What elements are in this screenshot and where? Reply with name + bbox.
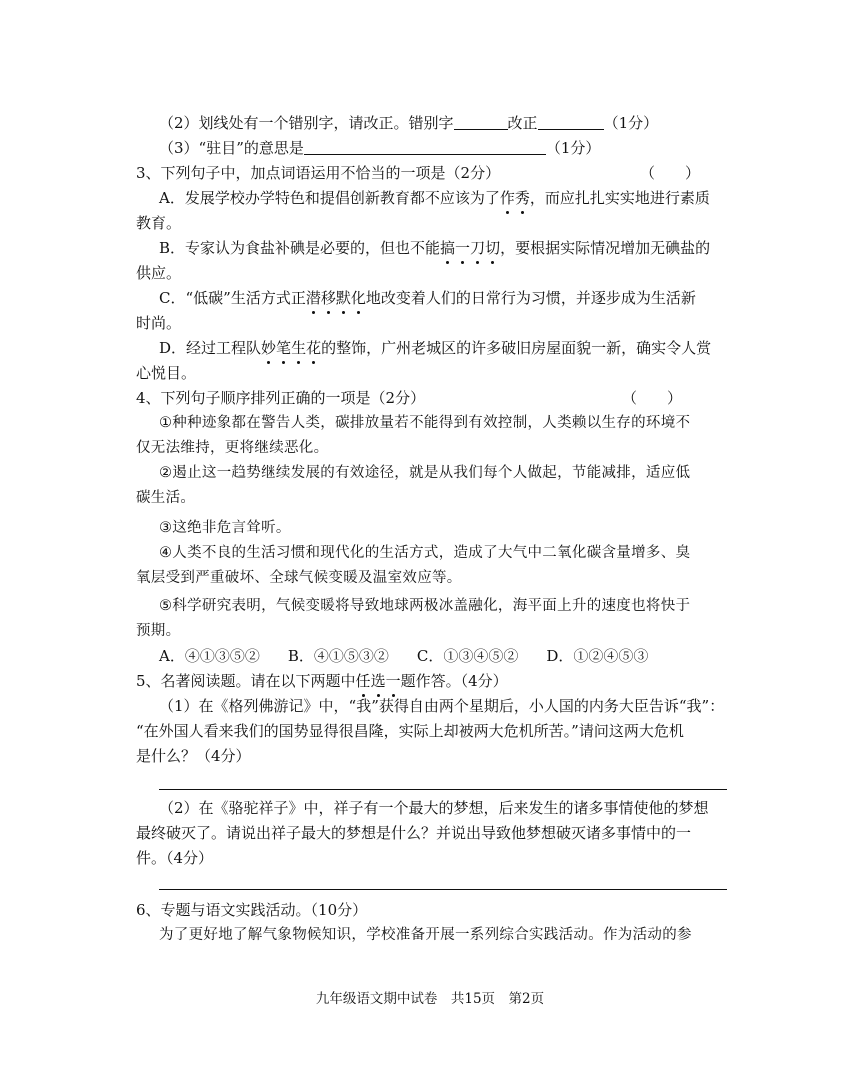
dotted-word bbox=[500, 189, 530, 207]
q4-option-c: C．①③④⑤② bbox=[416, 647, 519, 665]
q5-part1-line2: “在外国人看来我们的国势显得很昌隆，实际上却被两大危机所苦。”请问这两大危机 bbox=[136, 722, 684, 740]
q3-stem: 3、下列句子中，加点词语运用不恰当的一项是（2分） bbox=[136, 164, 501, 182]
q3-option-c: C．“低碳”生活方式正潜移默化地改变着人们的日常行为习惯，并逐步成为生活新 bbox=[159, 286, 736, 311]
q5-part2-answer-line[interactable] bbox=[159, 889, 727, 890]
q5-part2-line3: 件。（4分） bbox=[136, 849, 214, 867]
q2-part2: （2）划线处有一个错别字，请改正。错别字 改正 （1分） bbox=[159, 114, 659, 132]
emphasis-dot-char: 默 bbox=[336, 286, 351, 311]
q6-stem: 6、专题与语文实践活动。（10分） bbox=[136, 901, 368, 919]
emphasis-dot-char: 笔 bbox=[276, 336, 291, 361]
q4-sentence-5: ⑤科学研究表明，气候变暖将导致地球两极冰盖融化，海平面上升的速度也将快于 bbox=[159, 598, 691, 614]
emphasis-dot-char: 一 bbox=[386, 669, 401, 694]
emphasis-dot-char: 秀 bbox=[515, 186, 530, 211]
q4-option-b: B．④①⑤③② bbox=[287, 647, 389, 665]
emphasis-dot-char: 任 bbox=[356, 669, 371, 694]
q4-option-d: D．①②④⑤③ bbox=[546, 647, 649, 665]
q4-answer-paren[interactable]: （ ） bbox=[622, 389, 683, 407]
q5-part1-line1: （1）在《格列佛游记》中，“我”获得自由两个星期后，小人国的内务大臣告诉“我”： bbox=[159, 697, 725, 715]
q4-sentence-1: ①种种迹象都在警告人类，碳排放量若不能得到有效控制，人类赖以生存的环境不 bbox=[159, 415, 691, 431]
q4-sentence-3: ③这绝非危言耸听。 bbox=[159, 520, 291, 536]
q4-sentence-4: ④人类不良的生活习惯和现代化的生活方式，造成了大气中二氧化碳含量增多、臭 bbox=[159, 545, 691, 561]
q2-part3: （3）“驻目”的意思是 （1分） bbox=[159, 139, 601, 157]
emphasis-dot-char: 刀 bbox=[470, 236, 485, 261]
page-footer: 九年级语文期中试卷 共15页 第2页 bbox=[315, 991, 545, 1007]
q4-sentence-1-cont: 仅无法维持，更将继续恶化。 bbox=[136, 440, 329, 456]
q4-sentence-5-cont: 预期。 bbox=[136, 623, 181, 639]
emphasis-dot-char: 搞 bbox=[440, 236, 455, 261]
q3-option-a: A．发展学校办学特色和提倡创新教育都不应该为了作秀，而应扎扎实实地进行素质 bbox=[159, 186, 736, 211]
answer-blank-wrong-char[interactable] bbox=[454, 113, 508, 130]
q4-sentence-2-cont: 碳生活。 bbox=[136, 490, 196, 506]
q4-sentence-4-cont: 氧层受到严重破坏、全球气候变暖及温室效应等。 bbox=[136, 570, 462, 586]
emphasis-dot-char: 生 bbox=[291, 336, 306, 361]
dotted-word bbox=[261, 339, 321, 357]
q3-option-d-cont: 心悦目。 bbox=[136, 364, 197, 382]
emphasis-dot-char: 作 bbox=[500, 186, 515, 211]
q3-answer-paren[interactable]: （ ） bbox=[640, 164, 701, 182]
q4-options bbox=[159, 644, 736, 669]
q4-stem: 4、下列句子顺序排列正确的一项是（2分） bbox=[136, 389, 426, 407]
q5-part1-answer-line[interactable] bbox=[159, 789, 727, 790]
dotted-word bbox=[440, 239, 500, 257]
emphasis-dot-char: 切 bbox=[485, 236, 500, 261]
q5-part2-line1: （2）在《骆驼祥子》中，祥子有一个最大的梦想，后来发生的诸多事情使他的梦想 bbox=[159, 799, 709, 817]
q3-option-b: B．专家认为食盐补碘是必要的，但也不能搞一刀切，要根据实际情况增加无碘盐的 bbox=[159, 236, 736, 261]
emphasis-dot-char: 潜 bbox=[306, 286, 321, 311]
answer-blank-correction[interactable] bbox=[538, 113, 604, 130]
q5-stem: 5、名著阅读题。请在以下两题中任选一题作答。（4分） bbox=[136, 669, 736, 694]
q3-option-a-cont: 教育。 bbox=[136, 214, 182, 232]
emphasis-dot-char: 化 bbox=[351, 286, 366, 311]
q3-option-d: D．经过工程队妙笔生花的整饰，广州老城区的许多破旧房屋面貌一新，确实令人赏 bbox=[159, 336, 736, 361]
q5-part2-line2: 最终破灭了。请说出祥子最大的梦想是什么？并说出导致他梦想破灭诸多事情中的一 bbox=[136, 824, 692, 842]
q3-option-b-cont: 供应。 bbox=[136, 264, 182, 282]
q3-option-c-cont: 时尚。 bbox=[136, 314, 182, 332]
emphasis-dot-char: 一 bbox=[455, 236, 470, 261]
q5-part1-line3: 是什么？（4分） bbox=[136, 747, 251, 765]
emphasis-dot-char: 移 bbox=[321, 286, 336, 311]
answer-blank-meaning[interactable] bbox=[304, 138, 546, 155]
emphasis-dot-char: 妙 bbox=[261, 336, 276, 361]
q4-sentence-2: ②遏止这一趋势继续发展的有效途径，就是从我们每个人做起，节能减排，适应低 bbox=[159, 465, 691, 481]
q4-option-a: A．④①③⑤② bbox=[159, 647, 260, 665]
emphasis-dot-char: 花 bbox=[306, 336, 321, 361]
dotted-word bbox=[356, 672, 401, 690]
q6-intro: 为了更好地了解气象物候知识，学校准备开展一系列综合实践活动。作为活动的参 bbox=[159, 927, 692, 943]
dotted-word bbox=[306, 289, 366, 307]
emphasis-dot-char: 选 bbox=[371, 669, 386, 694]
